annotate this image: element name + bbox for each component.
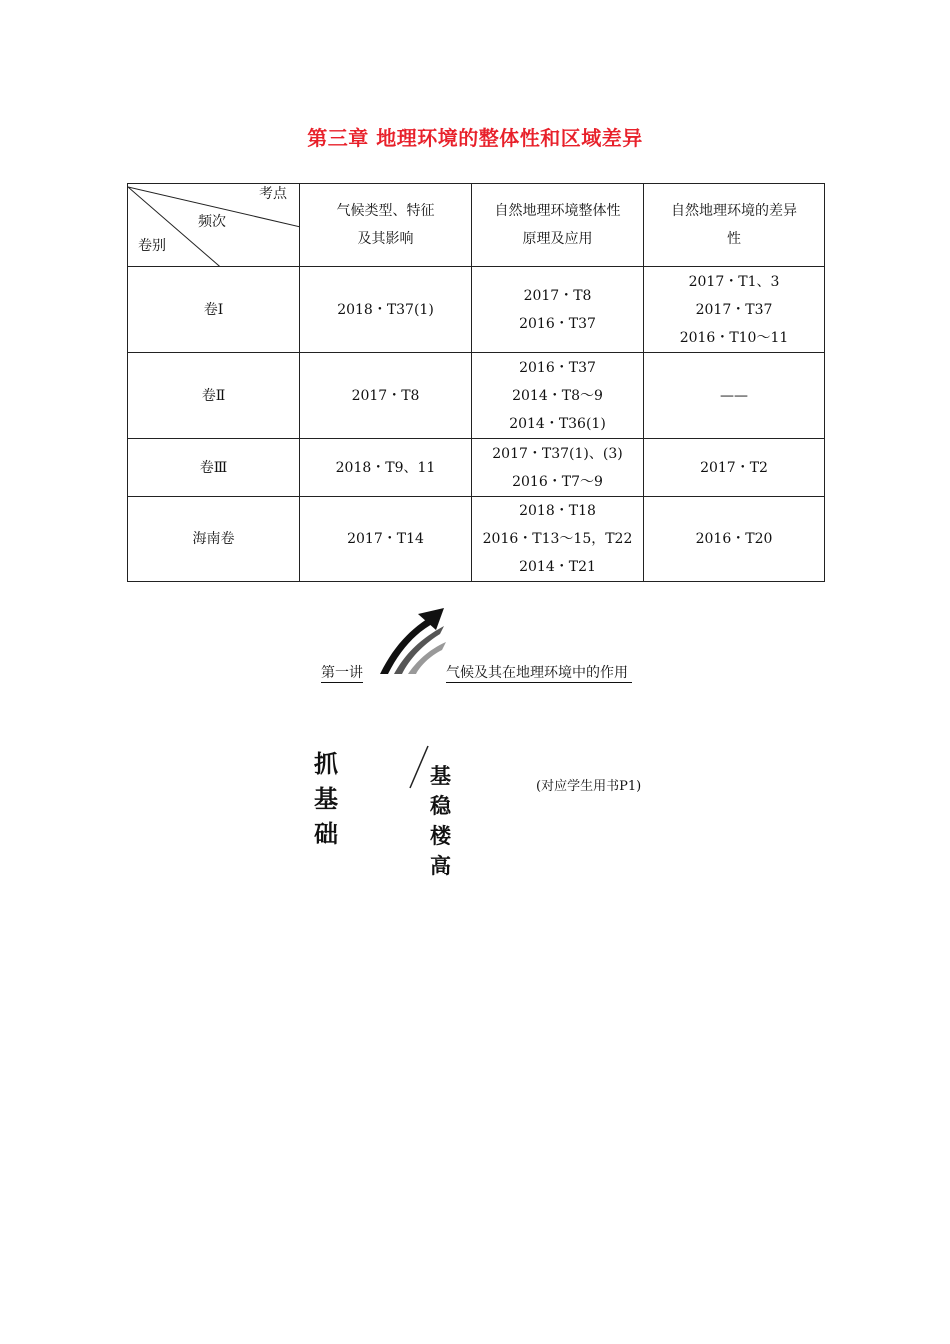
table-cell: 2016・T37 2014・T8～9 2014・T36(1) [472,353,644,439]
table-cell: 2017・T1、3 2017・T37 2016・T10～11 [644,267,825,353]
slash-divider-icon [408,742,430,792]
row-label: 卷Ⅲ [128,439,300,497]
table-cell: 2017・T14 [300,497,472,582]
table-cell: 2017・T8 [300,353,472,439]
row-label: 卷Ⅰ [128,267,300,353]
table-row [128,267,825,353]
table-row [128,439,825,497]
corner-cell [128,184,300,267]
table-cell: 2017・T37(1)、(3) 2016・T7～9 [472,439,644,497]
table-cell: 2018・T9、11 [300,439,472,497]
table-cell: 2016・T20 [644,497,825,582]
table-header-row [128,184,825,267]
corner-label-paper: 卷别 [138,238,166,254]
table-cell: —— [644,353,825,439]
corner-label-topic: 考点 [259,186,287,202]
table-row [128,353,825,439]
header-integrity: 自然地理环境整体性 原理及应用 [472,184,644,267]
table-cell: 2018・T18 2016・T13～15，T22 2014・T21 [472,497,644,582]
header-difference: 自然地理环境的差异 性 [644,184,825,267]
banner-main-text: 抓基础 [314,750,340,848]
banner-reference-note: (对应学生用书P1) [536,779,642,794]
header-climate: 气候类型、特征 及其影响 [300,184,472,267]
chapter-title: 第三章 地理环境的整体性和区域差异 [307,126,643,150]
lecture-title: 气候及其在地理环境中的作用 [446,664,632,683]
swoosh-arrow-icon [378,608,448,678]
table-cell: 2017・T2 [644,439,825,497]
corner-label-frequency: 频次 [198,214,226,230]
table-row [128,497,825,582]
table-cell: 2018・T37(1) [300,267,472,353]
exam-frequency-table [127,183,825,582]
table-cell: 2017・T8 2016・T37 [472,267,644,353]
row-label: 卷Ⅱ [128,353,300,439]
banner-sub-text: 基稳楼高 [430,764,452,878]
row-label: 海南卷 [128,497,300,582]
lecture-number: 第一讲 [321,665,363,681]
